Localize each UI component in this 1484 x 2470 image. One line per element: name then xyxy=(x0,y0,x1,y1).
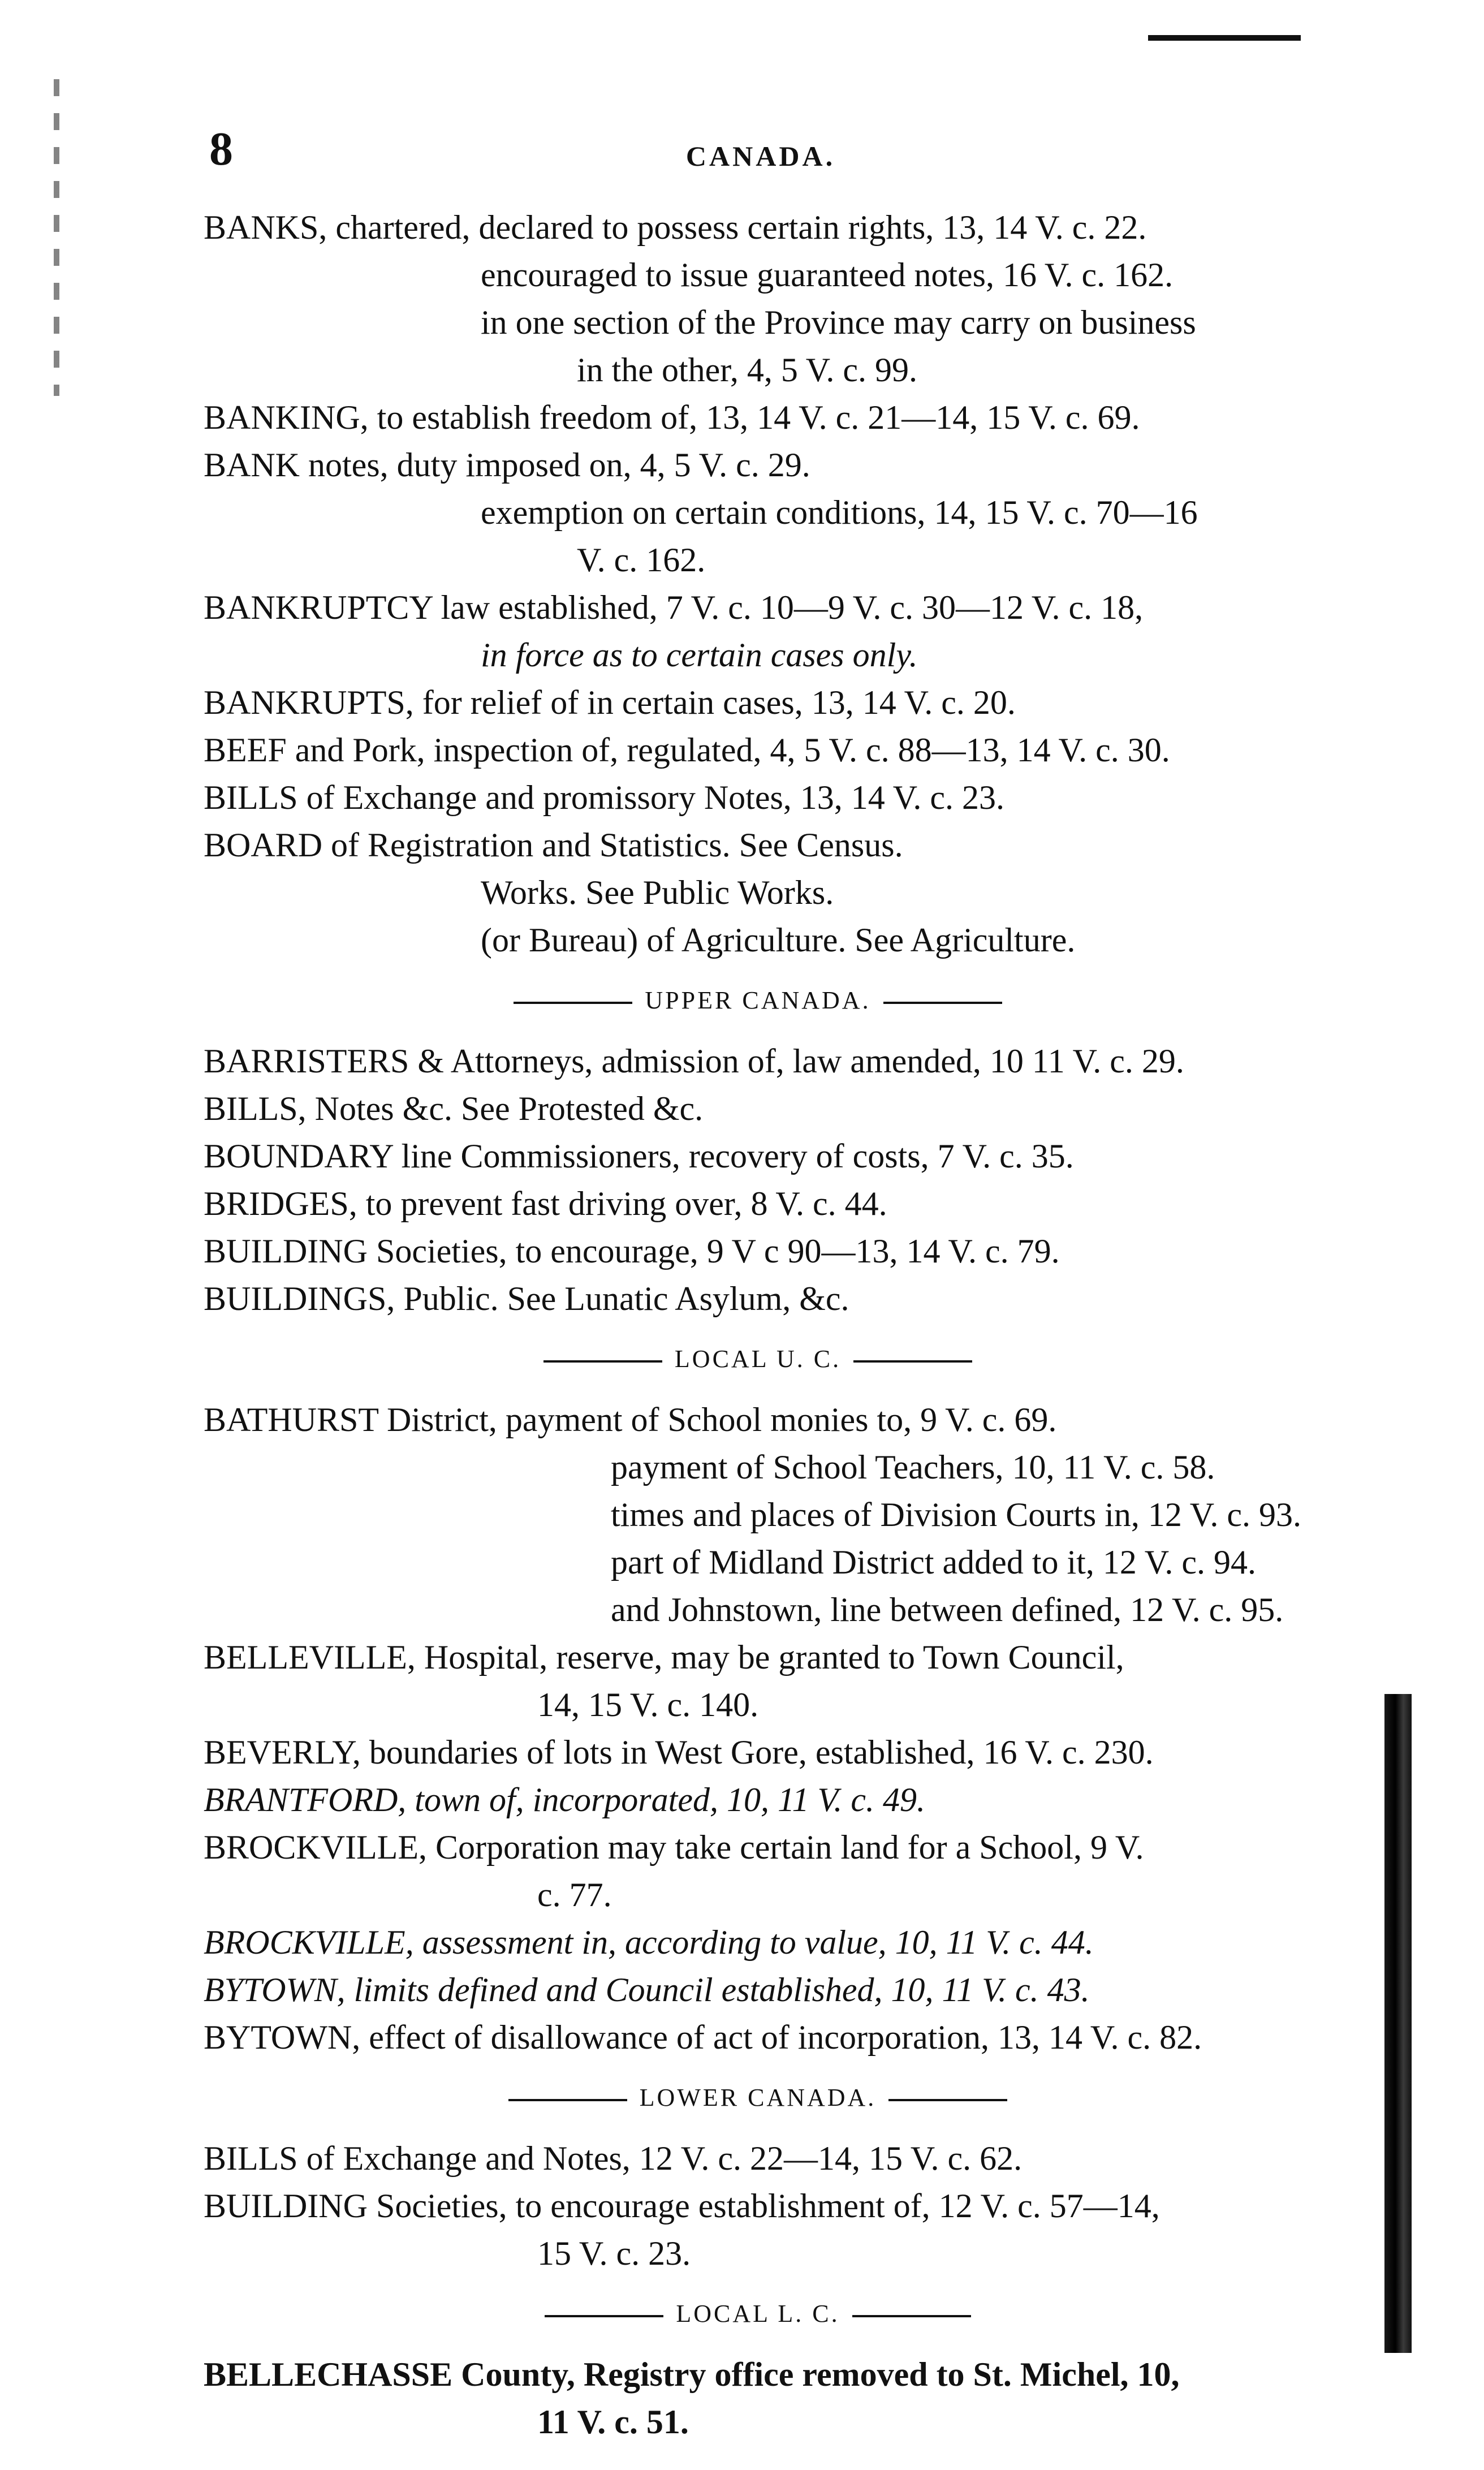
page-number: 8 xyxy=(209,123,233,175)
index-entry: V. c. 162. xyxy=(577,541,706,579)
running-head: CANADA. xyxy=(685,140,836,172)
index-entry: BRANTFORD, town of, incorporated, 10, 11 V. c. 49. xyxy=(204,1781,926,1818)
section-heading-upper-canada xyxy=(204,981,1312,1020)
scan-artifact-top xyxy=(1148,35,1301,41)
index-entry: (or Bureau) of Agriculture. See Agriculture. xyxy=(481,921,1076,959)
index-entry: BROCKVILLE, assessment in, according to value, 10, 11 V. c. 44. xyxy=(204,1924,1094,1961)
index-entry: part of Midland District added to it, 12 V. c. 94. xyxy=(611,1544,1256,1581)
index-entry: BILLS, Notes &c. See Protested &c. xyxy=(204,1090,704,1127)
index-entry: BOARD of Registration and Statistics. See Census. xyxy=(204,826,903,864)
index-entry: BRIDGES, to prevent fast driving over, 8 V. c. 44. xyxy=(204,1185,887,1222)
index-entry: BANKING, to establish freedom of, 13, 14 V. c. 21—14, 15 V. c. 69. xyxy=(204,399,1140,436)
rule-right xyxy=(853,1360,972,1363)
rule-right xyxy=(888,2099,1007,2101)
rule-left xyxy=(514,1002,632,1004)
rule-left xyxy=(545,2315,663,2317)
upper-canada-entries xyxy=(204,1037,1312,1322)
index-entry: Works. See Public Works. xyxy=(481,874,834,911)
index-entry: BROCKVILLE, Corporation may take certain land for a School, 9 V. xyxy=(204,1829,1144,1866)
index-entry: 11 V. c. 51. xyxy=(537,2403,689,2441)
section-label: UPPER CANADA. xyxy=(645,986,871,1014)
index-entry: in one section of the Province may carry on business xyxy=(481,304,1196,341)
index-entry: in the other, 4, 5 V. c. 99. xyxy=(577,351,917,389)
index-entry: BATHURST District, payment of School monies to, 9 V. c. 69. xyxy=(204,1401,1057,1438)
index-entry: c. 77. xyxy=(537,1876,612,1913)
page-header xyxy=(209,122,1312,184)
index-entry: BUILDINGS, Public. See Lunatic Asylum, &c. xyxy=(204,1280,849,1317)
index-entry: BEEF and Pork, inspection of, regulated, 4, 5 V. c. 88—13, 14 V. c. 30. xyxy=(204,731,1170,769)
index-entry: BELLECHASSE County, Registry office removed to St. Michel, 10, xyxy=(204,2356,1180,2393)
index-entry: times and places of Division Courts in, 12 V. c. 93. xyxy=(611,1496,1302,1533)
index-entry: BARRISTERS & Attorneys, admission of, law amended, 10 11 V. c. 29. xyxy=(204,1042,1184,1080)
rule-left xyxy=(543,1360,662,1363)
rule-right xyxy=(852,2315,971,2317)
index-entry: BYTOWN, limits defined and Council established, 10, 11 V. c. 43. xyxy=(204,1971,1090,2008)
section-label: LOCAL L. C. xyxy=(676,2300,840,2327)
section-heading-lower-canada xyxy=(204,2078,1312,2118)
lower-canada-entries xyxy=(204,2135,1312,2277)
index-entry: BOUNDARY line Commissioners, recovery of costs, 7 V. c. 35. xyxy=(204,1137,1074,1175)
section-heading-local-lc xyxy=(204,2294,1312,2334)
general-entries xyxy=(204,204,1312,964)
local-lc-entries xyxy=(204,2351,1312,2446)
index-entry: payment of School Teachers, 10, 11 V. c. 58. xyxy=(611,1449,1215,1486)
index-entry: BANKRUPTCY law established, 7 V. c. 10—9 V. c. 30—12 V. c. 18, xyxy=(204,589,1144,626)
section-label: LOCAL U. C. xyxy=(674,1345,842,1373)
index-entry: BUILDING Societies, to encourage, 9 V c 90—13, 14 V. c. 79. xyxy=(204,1232,1060,1270)
index-entry: in force as to certain cases only. xyxy=(481,636,918,674)
index-entry: BANKRUPTS, for relief of in certain cases, 13, 14 V. c. 20. xyxy=(204,684,1016,721)
rule-right xyxy=(883,1002,1002,1004)
index-entry: and Johnstown, line between defined, 12 V. c. 95. xyxy=(611,1591,1284,1628)
index-entry: BELLEVILLE, Hospital, reserve, may be granted to Town Council, xyxy=(204,1639,1124,1676)
index-entry: BANK notes, duty imposed on, 4, 5 V. c. 29. xyxy=(204,446,810,484)
section-heading-local-uc xyxy=(204,1339,1312,1379)
index-content xyxy=(204,204,1312,2446)
local-uc-entries xyxy=(204,1396,1312,2061)
index-entry: exemption on certain conditions, 14, 15 V. c. 70—16 xyxy=(481,494,1198,531)
index-entry: BUILDING Societies, to encourage establishment of, 12 V. c. 57—14, xyxy=(204,2187,1160,2225)
index-entry: BILLS of Exchange and Notes, 12 V. c. 22—14, 15 V. c. 62. xyxy=(204,2140,1023,2177)
scan-artifact-left-edge xyxy=(54,79,59,396)
index-entry: BILLS of Exchange and promissory Notes, 13, 14 V. c. 23. xyxy=(204,779,1004,816)
rule-left xyxy=(508,2099,627,2101)
index-entry: 15 V. c. 23. xyxy=(537,2235,691,2272)
index-entry: BYTOWN, effect of disallowance of act of incorporation, 13, 14 V. c. 82. xyxy=(204,2019,1202,2056)
section-label: LOWER CANADA. xyxy=(639,2084,877,2111)
index-entry: 14, 15 V. c. 140. xyxy=(537,1686,759,1723)
scan-artifact-right-bar xyxy=(1384,1694,1412,2353)
index-entry: BEVERLY, boundaries of lots in West Gore, established, 16 V. c. 230. xyxy=(204,1734,1154,1771)
index-entry: BANKS, chartered, declared to possess certain rights, 13, 14 V. c. 22. xyxy=(204,209,1147,246)
index-entry: encouraged to issue guaranteed notes, 16 V. c. 162. xyxy=(481,256,1174,294)
